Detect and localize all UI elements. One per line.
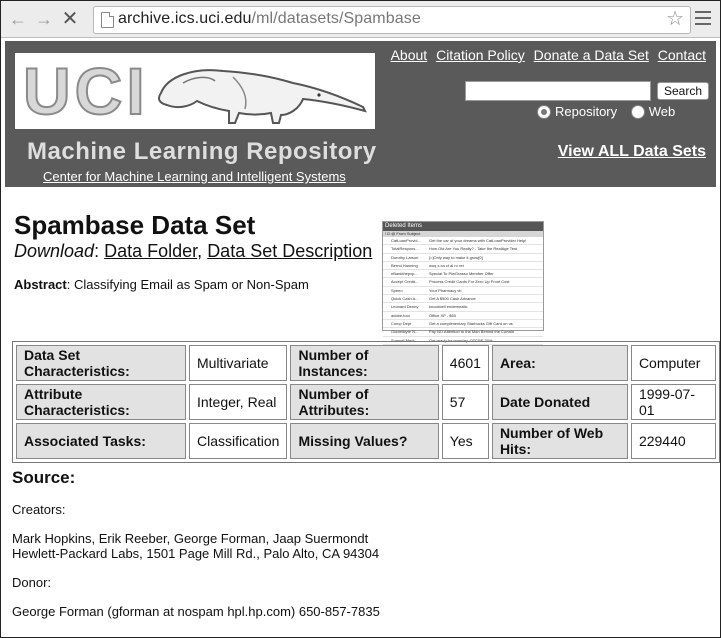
repository-radio-label: Repository <box>555 104 618 120</box>
info-key: Number of Instances: <box>290 345 438 381</box>
thumbnail-from: Speeo <box>391 287 403 293</box>
thumbnail-row <box>383 262 543 270</box>
data-folder-link[interactable]: Data Folder <box>104 241 198 261</box>
thumbnail-row <box>383 270 543 278</box>
citation-policy-link[interactable]: Citation Policy <box>436 47 525 63</box>
forward-arrow-icon[interactable]: → <box>35 9 53 29</box>
info-row <box>16 345 716 381</box>
info-key: Number of Web Hits: <box>492 423 628 459</box>
search-scope <box>537 103 685 119</box>
thumbnail-row <box>383 303 543 311</box>
thumbnail-from: Dorothy Larson <box>391 254 419 260</box>
thumbnail-subject: Get ready for monday. OTCPE 30% <box>429 337 493 343</box>
data-set-description-link[interactable]: Data Set Description <box>207 241 373 261</box>
url-text: archive.ics.uci.edu/ml/datasets/Spambase <box>118 10 421 27</box>
info-key: Missing Values? <box>290 423 438 459</box>
address-bar[interactable] <box>93 6 691 34</box>
thumbnail-columns: ! D @ From Subject <box>383 231 543 237</box>
thumbnail-subject: Pay NO Attention to the Man Behind the Curtain <box>429 329 514 335</box>
thumbnail-subject: Special To PiwGrasso Member Offer <box>429 271 494 277</box>
abstract-text: : Classifying Email as Spam or Non-Spam <box>66 277 309 292</box>
thumbnail-from: Guidelibyte N... <box>391 329 419 335</box>
search-input[interactable] <box>465 81 651 101</box>
thumbnail-subject: How Old Are You Really? - Take the RealAge Test <box>429 246 518 252</box>
info-value: 1999-07-01 <box>631 384 716 420</box>
info-key: Number of Attributes: <box>290 384 438 420</box>
thumbnail-title: Deleted Items <box>383 222 543 231</box>
thumbnail-row <box>383 278 543 286</box>
repository-radio[interactable] <box>537 105 551 119</box>
info-value: Classification <box>189 423 287 459</box>
thumbnail-row <box>383 295 543 303</box>
creators-label: Creators: <box>12 502 66 517</box>
thumbnail-row <box>383 320 543 328</box>
thumbnail-from: CatLoanProvid... <box>391 238 421 243</box>
thumbnail-from: Leonard Denny <box>391 304 419 310</box>
info-value: Integer, Real <box>189 384 287 420</box>
thumbnail-subject: knockbell endemnatic <box>429 304 468 310</box>
creators-affiliation: Hewlett-Packard Labs, 1501 Page Mill Rd., Palo Alto, CA 94304 <box>12 546 380 561</box>
about-link[interactable]: About <box>390 47 428 63</box>
thumbnail-subject: Your Pharmacy vb <box>429 287 462 293</box>
dataset-title: Spambase Data Set <box>14 210 256 240</box>
bookmark-star-icon[interactable]: ☆ <box>666 8 684 30</box>
view-all-datasets-link[interactable]: View ALL Data Sets <box>557 143 706 160</box>
thumbnail-from: eBankthepvp... <box>391 271 418 277</box>
thumbnail-from: adobe.tool <box>391 312 410 318</box>
info-value: 229440 <box>631 423 716 459</box>
creators-names: Mark Hopkins, Erik Reeber, George Forman, Jaap Suermondt <box>12 531 369 546</box>
info-value: Computer <box>631 345 716 381</box>
donor-contact: George Forman (gforman at nospam hpl.hp.com) 650-857-7835 <box>12 604 380 619</box>
browser-toolbar <box>1 1 720 38</box>
contact-link[interactable]: Contact <box>657 47 706 63</box>
source-heading: Source: <box>12 468 76 487</box>
info-key: Attribute Characteristics: <box>16 384 186 420</box>
browser-menu-icon[interactable] <box>695 11 711 27</box>
thumbnail-row <box>383 237 543 245</box>
web-radio[interactable] <box>631 105 645 119</box>
thumbnail-from: TotalRespons... <box>391 246 419 252</box>
thumbnail-from: Quick Cash A... <box>391 296 419 302</box>
thumbnail-row <box>383 312 543 320</box>
back-arrow-icon[interactable]: ← <box>9 9 27 29</box>
thumbnail-from: Comp Dept <box>391 320 412 326</box>
dataset-thumbnail <box>382 221 544 343</box>
web-radio-label: Web <box>648 104 676 120</box>
info-value: 4601 <box>442 345 489 381</box>
thumbnail-subject: Get the car of your dreams with CatLoanProvider Help! <box>429 238 527 243</box>
dataset-info-table <box>12 341 720 463</box>
download-separator: , <box>197 241 203 261</box>
thumbnail-row <box>383 287 543 295</box>
search-button[interactable]: Search <box>657 82 709 100</box>
page-icon <box>101 12 114 28</box>
thumbnail-from: Bernd Hanning <box>391 262 418 268</box>
thumbnail-subject: Get A $500 Cash Advance <box>429 296 476 302</box>
info-value: Multivariate <box>189 345 287 381</box>
download-label: Download <box>14 241 95 261</box>
thumbnail-subject: Get a complimentary Starbucks Gift Card on us <box>429 320 513 326</box>
thumbnail-row <box>383 245 543 253</box>
info-key: Data Set Characteristics: <box>16 345 186 381</box>
info-key: Associated Tasks: <box>16 423 186 459</box>
center-link[interactable]: Center for Machine Learning and Intelligent Systems <box>43 169 346 184</box>
info-key: Date Donated <box>492 384 628 420</box>
info-key: Area: <box>492 345 628 381</box>
thumbnail-subject: [=]Only way to make it grow[0] <box>429 254 483 260</box>
anteater-icon <box>153 57 373 127</box>
uci-logo[interactable] <box>15 53 375 129</box>
thumbnail-row <box>383 328 543 336</box>
thumbnail-row <box>383 254 543 262</box>
stop-loading-icon[interactable]: ✕ <box>61 8 79 30</box>
abstract-label: Abstract <box>14 277 67 292</box>
info-row <box>16 423 716 459</box>
site-header <box>5 41 716 187</box>
download-colon: : <box>94 241 100 261</box>
donor-label: Donor: <box>12 575 52 590</box>
info-row <box>16 384 716 420</box>
download-line <box>14 241 372 262</box>
donate-data-set-link[interactable]: Donate a Data Set <box>533 47 649 63</box>
thumbnail-subject: Office XP - $60 <box>429 312 456 318</box>
top-links <box>386 47 706 63</box>
repository-title: Machine Learning Repository <box>27 138 377 165</box>
info-value: 57 <box>442 384 489 420</box>
abstract <box>14 277 309 292</box>
thumbnail-subject: wuq s ca ct al ro ret <box>429 262 464 268</box>
thumbnail-from: Summit Medi... <box>391 337 418 343</box>
thumbnail-from: Accept Credit... <box>391 279 419 285</box>
info-value: Yes <box>442 423 489 459</box>
thumbnail-rows <box>383 237 543 345</box>
uci-logo-text: UCI <box>23 54 149 128</box>
thumbnail-subject: Process Credit Cards For Zero Up Front Cost <box>429 279 510 285</box>
